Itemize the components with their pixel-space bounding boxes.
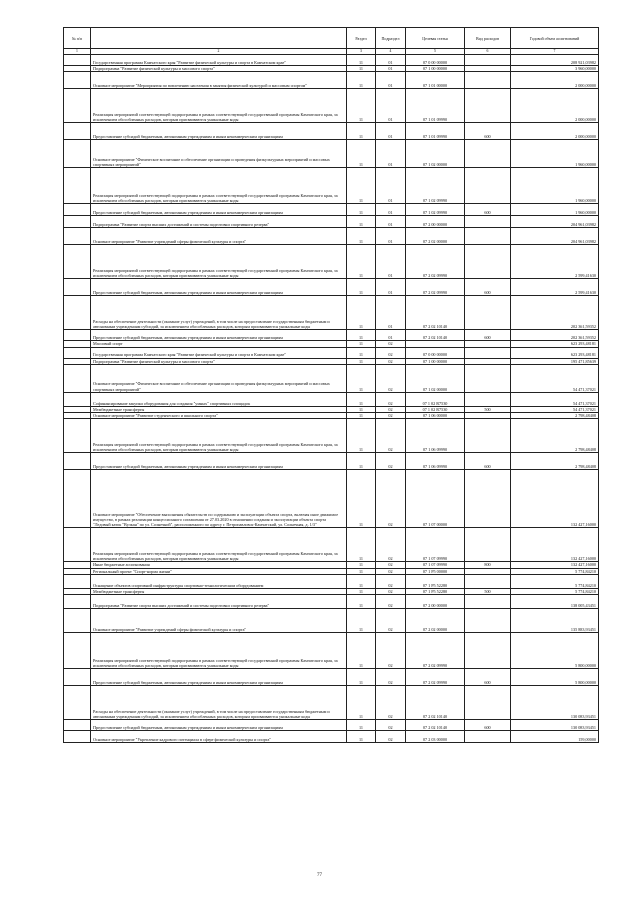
row-podrazdel-cell: 02: [376, 720, 406, 731]
row-number-cell: [64, 686, 91, 720]
col-number: 3: [347, 49, 376, 55]
row-razdel-cell: 11: [347, 296, 376, 330]
row-amount-cell: 3 960,00000: [511, 66, 599, 72]
row-expense-type-cell: [465, 731, 511, 743]
row-podrazdel-cell: 02: [376, 633, 406, 669]
row-razdel-cell: 11: [347, 55, 376, 66]
row-expense-type-cell: [465, 216, 511, 228]
row-name-cell: Основное мероприятие "Физическое воспитание и обеспечение организации и проведения физкультурных мероприятий и массовых спортивных мероприятий": [91, 140, 347, 168]
row-razdel-cell: 11: [347, 453, 376, 470]
row-name-cell: Реализация мероприятий соответствующей подпрограммы в рамках соответствующей государственной программы Камчатского края, за исключением обособленных расходов, которым присваиваются уникальные коды: [91, 245, 347, 279]
row-razdel-cell: 11: [347, 609, 376, 633]
row-amount-cell: 623 293,48181: [511, 341, 599, 347]
row-name-cell: Основное мероприятие "Развитие студенческого и школьного спорта": [91, 413, 347, 419]
row-target-cell: 07 2 02 09990: [406, 279, 465, 296]
row-target-cell: 07 1 01 09990: [406, 123, 465, 140]
row-expense-type-cell: [465, 470, 511, 528]
budget-table: [63, 27, 599, 743]
row-name-cell: Основное мероприятие "Укрепление кадрового потенциала в сфере физической культуры и спорта": [91, 731, 347, 743]
row-name-cell: Оснащение объектов спортивной инфраструктуры спортивно-технологическим оборудованием: [91, 575, 347, 589]
row-podrazdel-cell: 02: [376, 731, 406, 743]
table-row: [64, 669, 599, 686]
table-row: [64, 228, 599, 245]
row-razdel-cell: 11: [347, 419, 376, 453]
row-name-cell: Предоставление субсидий бюджетным, автономным учреждениям и иным некоммерческим организациям: [91, 330, 347, 341]
row-podrazdel-cell: 02: [376, 341, 406, 347]
row-name-cell: Расходы на обеспечение деятельности (оказание услуг) учреждений, в том числе на предоставление государственным бюджетным и автономным учреждениям субсидий, за исключением обособленных расходов, которым присваиваются уникальные коды: [91, 296, 347, 330]
row-razdel-cell: 11: [347, 358, 376, 364]
row-amount-cell: 2 599,41630: [511, 245, 599, 279]
row-podrazdel-cell: 01: [376, 55, 406, 66]
row-number-cell: [64, 296, 91, 330]
row-razdel-cell: 11: [347, 406, 376, 412]
row-target-cell: 07 1 P5 00000: [406, 568, 465, 574]
row-razdel-cell: 11: [347, 204, 376, 216]
row-amount-cell: 1 960,00000: [511, 140, 599, 168]
row-number-cell: [64, 633, 91, 669]
row-razdel-cell: 11: [347, 140, 376, 168]
row-target-cell: 07 1 02 00000: [406, 140, 465, 168]
row-target-cell: 07 2 00 00000: [406, 216, 465, 228]
row-expense-type-cell: 600: [465, 204, 511, 216]
row-target-cell: 07 2 02 09990: [406, 245, 465, 279]
row-number-cell: [64, 575, 91, 589]
row-expense-type-cell: [465, 686, 511, 720]
row-target-cell: 07 2 02 10140: [406, 296, 465, 330]
table-row: [64, 204, 599, 216]
row-razdel-cell: 11: [347, 470, 376, 528]
row-amount-cell: 54 471,37021: [511, 364, 599, 392]
row-name-cell: Межбюджетные трансферты: [91, 589, 347, 595]
col-header-amount: Годовой объем ассигнований: [511, 28, 599, 49]
row-target-cell: 07 2 02 09990: [406, 633, 465, 669]
row-target-cell: 07 0 00 00000: [406, 347, 465, 358]
row-target-cell: 07 2 02 10140: [406, 330, 465, 341]
col-number: 1: [64, 49, 91, 55]
row-expense-type-cell: [465, 140, 511, 168]
table-row: [64, 609, 599, 633]
row-name-cell: Основное мероприятие "Развитие учреждений сферы физической культуры и спорта": [91, 609, 347, 633]
row-podrazdel-cell: 02: [376, 358, 406, 364]
row-name-cell: Государственная программа Камчатского края "Развитие физической культуры и спорта в Камчатском крае": [91, 55, 347, 66]
row-razdel-cell: 11: [347, 686, 376, 720]
row-expense-type-cell: [465, 72, 511, 89]
row-podrazdel-cell: 01: [376, 330, 406, 341]
row-podrazdel-cell: 01: [376, 89, 406, 123]
row-amount-cell: 138 005,43451: [511, 595, 599, 609]
row-name-cell: Подпрограмма "Развитие спорта высших достижений и системы подготовки спортивного резерва": [91, 216, 347, 228]
row-podrazdel-cell: 01: [376, 204, 406, 216]
row-expense-type-cell: [465, 364, 511, 392]
row-razdel-cell: 11: [347, 528, 376, 562]
row-name-cell: Подпрограмма "Развитие физической культуры и массового спорта": [91, 358, 347, 364]
row-amount-cell: 204 961,03982: [511, 228, 599, 245]
row-podrazdel-cell: 02: [376, 413, 406, 419]
table-row: [64, 528, 599, 562]
row-expense-type-cell: [465, 55, 511, 66]
row-name-cell: Государственная программа Камчатского края "Развитие физической культуры и спорта в Камчатском крае": [91, 347, 347, 358]
col-header-target: Целевая статья: [406, 28, 465, 49]
row-name-cell: Основное мероприятие "Обеспечение выполнения обязательств по содержанию и эксплуатации объекта спорта, включая иное движимое имущество, в рамках реализации концессионного соглашения от 27.03.2020 в отношении создания и эксплуатации объекта спорта "Ледовый каток "Вулкан" по ул. Солнечной", расположенного по адресу г. Петропавловск-Камчатский, ул. Солнечная, д. 1/3": [91, 470, 347, 528]
row-target-cell: 07 1 00 00000: [406, 66, 465, 72]
row-amount-cell: 132 427,16000: [511, 562, 599, 568]
row-amount-cell: 5 774,84210: [511, 575, 599, 589]
row-podrazdel-cell: 02: [376, 669, 406, 686]
row-target-cell: 07 1 07 09990: [406, 562, 465, 568]
row-name-cell: Расходы на обеспечение деятельности (оказание услуг) учреждений, в том числе на предоставление государственным бюджетным и автономным учреждениям субсидий, за исключением обособленных расходов, которым присваиваются уникальные коды: [91, 686, 347, 720]
row-name-cell: Основное мероприятие "Мероприятия по вовлечению населения в занятия физической культурой и массовым спортом": [91, 72, 347, 89]
row-number-cell: [64, 720, 91, 731]
row-name-cell: Реализация мероприятий соответствующей подпрограммы в рамках соответствующей государственной программы Камчатского края, за исключением обособленных расходов, которым присваиваются уникальные коды: [91, 633, 347, 669]
row-amount-cell: 132 427,16000: [511, 470, 599, 528]
row-amount-cell: 5 800,00000: [511, 633, 599, 669]
table-row: [64, 686, 599, 720]
row-amount-cell: 202 361,59352: [511, 296, 599, 330]
row-expense-type-cell: [465, 228, 511, 245]
row-number-cell: [64, 419, 91, 453]
row-expense-type-cell: [465, 595, 511, 609]
table-row: [64, 140, 599, 168]
row-podrazdel-cell: 02: [376, 686, 406, 720]
row-amount-cell: 2 599,41630: [511, 279, 599, 296]
table-body: [64, 55, 599, 743]
row-amount-cell: 132 427,16000: [511, 528, 599, 562]
row-expense-type-cell: 500: [465, 589, 511, 595]
row-expense-type-cell: [465, 245, 511, 279]
row-expense-type-cell: [465, 89, 511, 123]
row-number-cell: [64, 89, 91, 123]
col-header-name: [91, 28, 347, 49]
row-name-cell: Подпрограмма "Развитие физической культуры и массового спорта": [91, 66, 347, 72]
row-podrazdel-cell: 01: [376, 279, 406, 296]
page-number: 77: [317, 873, 322, 878]
table-header-row: [64, 28, 599, 49]
row-name-cell: Предоставление субсидий бюджетным, автономным учреждениям и иным некоммерческим организациям: [91, 453, 347, 470]
table-row: [64, 296, 599, 330]
row-podrazdel-cell: 01: [376, 72, 406, 89]
row-podrazdel-cell: 02: [376, 406, 406, 412]
row-razdel-cell: 11: [347, 168, 376, 204]
table-row: [64, 123, 599, 140]
row-number-cell: [64, 347, 91, 358]
row-target-cell: 07 1 02 09990: [406, 168, 465, 204]
row-amount-cell: 2 798,48408: [511, 453, 599, 470]
row-podrazdel-cell: 01: [376, 66, 406, 72]
row-number-cell: [64, 330, 91, 341]
row-amount-cell: 54 471,37021: [511, 406, 599, 412]
row-razdel-cell: 11: [347, 392, 376, 406]
row-number-cell: [64, 595, 91, 609]
row-name-cell: Реализация мероприятий соответствующей подпрограммы в рамках соответствующей государственной программы Камчатского края, за исключением обособленных расходов, которым присваиваются уникальные коды: [91, 419, 347, 453]
table-row: [64, 245, 599, 279]
row-expense-type-cell: [465, 419, 511, 453]
row-amount-cell: 2 000,00000: [511, 123, 599, 140]
row-name-cell: Массовый спорт: [91, 341, 347, 347]
row-razdel-cell: 11: [347, 66, 376, 72]
row-target-cell: 07 2 02 10140: [406, 720, 465, 731]
row-name-cell: Предоставление субсидий бюджетным, автономным учреждениям и иным некоммерческим организациям: [91, 123, 347, 140]
row-target-cell: 07 1 02 00000: [406, 364, 465, 392]
row-name-cell: Предоставление субсидий бюджетным, автономным учреждениям и иным некоммерческим организациям: [91, 279, 347, 296]
row-expense-type-cell: [465, 528, 511, 562]
row-razdel-cell: 11: [347, 72, 376, 89]
row-podrazdel-cell: 02: [376, 392, 406, 406]
row-expense-type-cell: [465, 347, 511, 358]
row-target-cell: 07 1 02 R7530: [406, 406, 465, 412]
row-expense-type-cell: 600: [465, 720, 511, 731]
row-target-cell: 07 2 02 09990: [406, 669, 465, 686]
row-amount-cell: 5 774,84210: [511, 589, 599, 595]
row-razdel-cell: 11: [347, 347, 376, 358]
row-number-cell: [64, 228, 91, 245]
table-row: [64, 72, 599, 89]
table-row: [64, 55, 599, 66]
table-row: [64, 720, 599, 731]
row-podrazdel-cell: 01: [376, 228, 406, 245]
row-amount-cell: 204 961,03982: [511, 216, 599, 228]
row-razdel-cell: 11: [347, 669, 376, 686]
row-name-cell: Предоставление субсидий бюджетным, автономным учреждениям и иным некоммерческим организациям: [91, 669, 347, 686]
row-razdel-cell: 11: [347, 123, 376, 140]
row-podrazdel-cell: 02: [376, 419, 406, 453]
table-row: [64, 347, 599, 358]
row-razdel-cell: 11: [347, 575, 376, 589]
row-podrazdel-cell: 02: [376, 470, 406, 528]
table-row: [64, 419, 599, 453]
row-razdel-cell: 11: [347, 330, 376, 341]
row-number-cell: [64, 392, 91, 406]
row-amount-cell: 208 921,03982: [511, 55, 599, 66]
table-row: [64, 595, 599, 609]
row-amount-cell: 5 774,84210: [511, 568, 599, 574]
row-razdel-cell: 11: [347, 341, 376, 347]
row-number-cell: [64, 528, 91, 562]
col-header-podrazdel: Подраздел: [376, 28, 406, 49]
row-expense-type-cell: 800: [465, 562, 511, 568]
row-target-cell: 07 1 P5 52280: [406, 589, 465, 595]
col-header-expense-type: Вид расходов: [465, 28, 511, 49]
col-number: 7: [511, 49, 599, 55]
table-row: [64, 279, 599, 296]
row-expense-type-cell: 600: [465, 123, 511, 140]
row-target-cell: 07 1 01 00000: [406, 72, 465, 89]
row-expense-type-cell: [465, 392, 511, 406]
row-razdel-cell: 11: [347, 562, 376, 568]
col-number: 5: [406, 49, 465, 55]
row-amount-cell: 135 883,93451: [511, 609, 599, 633]
row-number-cell: [64, 204, 91, 216]
col-header-razdel: Раздел: [347, 28, 376, 49]
row-podrazdel-cell: 02: [376, 568, 406, 574]
row-razdel-cell: 11: [347, 364, 376, 392]
row-number-cell: [64, 245, 91, 279]
table-row: [64, 470, 599, 528]
row-target-cell: 07 1 02 R7530: [406, 392, 465, 406]
row-target-cell: 07 1 07 00000: [406, 470, 465, 528]
row-name-cell: Реализация мероприятий соответствующей подпрограммы в рамках соответствующей государственной программы Камчатского края, за исключением обособленных расходов, которым присваиваются уникальные коды: [91, 528, 347, 562]
row-razdel-cell: 11: [347, 595, 376, 609]
row-target-cell: 07 1 00 00000: [406, 358, 465, 364]
row-name-cell: Реализация мероприятий соответствующей подпрограммы в рамках соответствующей государственной программы Камчатского края, за исключением обособленных расходов, которым присваиваются уникальные коды: [91, 89, 347, 123]
row-target-cell: 07 2 02 00000: [406, 609, 465, 633]
row-target-cell: 07 1 02 09990: [406, 204, 465, 216]
col-number: 6: [465, 49, 511, 55]
col-number: 2: [91, 49, 347, 55]
row-target-cell: 07 1 P5 52280: [406, 575, 465, 589]
row-number-cell: [64, 123, 91, 140]
row-razdel-cell: 11: [347, 633, 376, 669]
table-row: [64, 216, 599, 228]
row-podrazdel-cell: 02: [376, 364, 406, 392]
row-amount-cell: 2 798,48408: [511, 419, 599, 453]
row-podrazdel-cell: 02: [376, 453, 406, 470]
row-podrazdel-cell: 01: [376, 140, 406, 168]
row-podrazdel-cell: 01: [376, 123, 406, 140]
row-amount-cell: 54 471,37021: [511, 392, 599, 406]
row-target-cell: 07 1 06 09990: [406, 453, 465, 470]
row-podrazdel-cell: 02: [376, 562, 406, 568]
row-name-cell: Предоставление субсидий бюджетным, автономным учреждениям и иным некоммерческим организациям: [91, 204, 347, 216]
row-podrazdel-cell: 02: [376, 575, 406, 589]
row-target-cell: 07 0 00 00000: [406, 55, 465, 66]
col-number: 4: [376, 49, 406, 55]
table-row: [64, 364, 599, 392]
row-amount-cell: 2 000,00000: [511, 72, 599, 89]
row-amount-cell: 2 798,48408: [511, 413, 599, 419]
row-number-cell: [64, 609, 91, 633]
row-razdel-cell: 11: [347, 89, 376, 123]
row-amount-cell: 195 471,85639: [511, 358, 599, 364]
row-number-cell: [64, 470, 91, 528]
row-target-cell: 07 1 06 09990: [406, 419, 465, 453]
row-amount-cell: 2 000,00000: [511, 89, 599, 123]
row-amount-cell: 5 800,00000: [511, 669, 599, 686]
row-razdel-cell: 11: [347, 279, 376, 296]
row-expense-type-cell: 600: [465, 279, 511, 296]
row-razdel-cell: 11: [347, 731, 376, 743]
row-number-cell: [64, 168, 91, 204]
row-razdel-cell: 11: [347, 589, 376, 595]
row-name-cell: Основное мероприятие "Физическое воспитание и обеспечение организации и проведения физкультурных мероприятий и массовых спортивных мероприятий": [91, 364, 347, 392]
row-razdel-cell: 11: [347, 720, 376, 731]
row-number-cell: [64, 216, 91, 228]
table-row: [64, 731, 599, 743]
row-expense-type-cell: 600: [465, 330, 511, 341]
row-target-cell: 07 1 07 09990: [406, 528, 465, 562]
row-amount-cell: 623 293,48181: [511, 347, 599, 358]
row-name-cell: Межбюджетные трансферты: [91, 406, 347, 412]
row-amount-cell: 159,00000: [511, 731, 599, 743]
row-target-cell: 07 2 03 00000: [406, 731, 465, 743]
table-row: [64, 392, 599, 406]
row-razdel-cell: 11: [347, 245, 376, 279]
row-number-cell: [64, 453, 91, 470]
row-expense-type-cell: 600: [465, 453, 511, 470]
row-razdel-cell: 11: [347, 568, 376, 574]
col-header-num: № п/п: [64, 28, 91, 49]
row-razdel-cell: 11: [347, 216, 376, 228]
row-number-cell: [64, 364, 91, 392]
row-number-cell: [64, 731, 91, 743]
row-name-cell: Предоставление субсидий бюджетным, автономным учреждениям и иным некоммерческим организациям: [91, 720, 347, 731]
row-name-cell: Реализация мероприятий соответствующей подпрограммы в рамках соответствующей государственной программы Камчатского края, за исключением обособленных расходов, которым присваиваются уникальные коды: [91, 168, 347, 204]
row-number-cell: [64, 140, 91, 168]
table-row: [64, 330, 599, 341]
row-target-cell: 07 2 02 10140: [406, 686, 465, 720]
row-expense-type-cell: [465, 609, 511, 633]
row-podrazdel-cell: 02: [376, 528, 406, 562]
row-expense-type-cell: [465, 633, 511, 669]
row-number-cell: [64, 669, 91, 686]
row-podrazdel-cell: 01: [376, 168, 406, 204]
table-row: [64, 89, 599, 123]
table-row: [64, 453, 599, 470]
row-amount-cell: 1 960,00000: [511, 168, 599, 204]
row-podrazdel-cell: 01: [376, 245, 406, 279]
row-podrazdel-cell: 02: [376, 589, 406, 595]
row-target-cell: 07 2 00 00000: [406, 595, 465, 609]
row-number-cell: [64, 55, 91, 66]
row-amount-cell: 1 960,00000: [511, 204, 599, 216]
row-target-cell: 07 1 01 09990: [406, 89, 465, 123]
row-name-cell: Софинансирование закупки оборудования для создания "умных" спортивных площадок: [91, 392, 347, 406]
row-expense-type-cell: [465, 296, 511, 330]
row-name-cell: Основное мероприятие "Развитие учреждений сферы физической культуры и спорта": [91, 228, 347, 245]
row-podrazdel-cell: 01: [376, 296, 406, 330]
row-amount-cell: 130 083,93451: [511, 686, 599, 720]
table-row: [64, 168, 599, 204]
row-target-cell: 07 1 06 00000: [406, 413, 465, 419]
table-row: [64, 575, 599, 589]
row-podrazdel-cell: 01: [376, 216, 406, 228]
table-row: [64, 633, 599, 669]
row-expense-type-cell: 500: [465, 406, 511, 412]
row-name-cell: Иные бюджетные ассигнования: [91, 562, 347, 568]
row-podrazdel-cell: 02: [376, 347, 406, 358]
row-podrazdel-cell: 02: [376, 609, 406, 633]
row-target-cell: 07 2 02 00000: [406, 228, 465, 245]
row-razdel-cell: 11: [347, 413, 376, 419]
row-name-cell: Подпрограмма "Развитие спорта высших достижений и системы подготовки спортивного резерва": [91, 595, 347, 609]
row-expense-type-cell: 600: [465, 669, 511, 686]
row-expense-type-cell: [465, 575, 511, 589]
row-podrazdel-cell: 02: [376, 595, 406, 609]
row-number-cell: [64, 72, 91, 89]
row-expense-type-cell: [465, 168, 511, 204]
row-razdel-cell: 11: [347, 228, 376, 245]
row-amount-cell: 130 083,93451: [511, 720, 599, 731]
row-name-cell: Региональный проект "Спорт-норма жизни": [91, 568, 347, 574]
row-amount-cell: 202 361,59352: [511, 330, 599, 341]
row-number-cell: [64, 279, 91, 296]
